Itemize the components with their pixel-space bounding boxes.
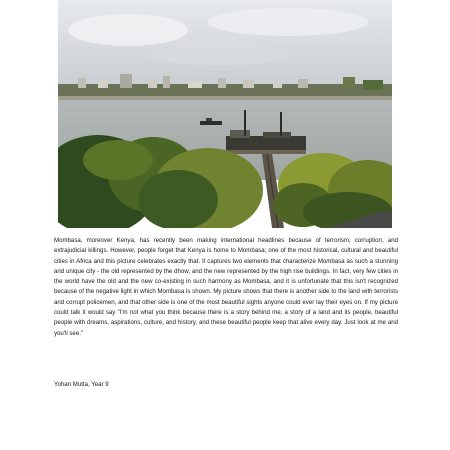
essay-paragraph: Mombasa, moreover Kenya, has recently been making international headlines because of terrorism, corruption, and extrajudicial killings. However, people forget that Kenya is home to Mombasa; one of the most historical, cultural and beautiful cities in Africa and this picture celebrates exactly that. It captures two elements that characterize Mombasa as such a stunning and unique city - the old represented by the dhow, and the new represented by the high rise buildings. In fact, very few cities in the world have the old and the new co-existing in such harmony as Mombasa, and it is unfortunate that this isn't recognized because of the negative light in which Mombasa is shown. My picture shows that there is another side to the land with terrorists and corrupt policemen, and that other side is one of the most beautiful sights anyone could ever lay their eyes on. If my picture could talk it would say "I'm not what you think because there is a story behind me, a story of a land and its people, beautiful people with dreams, aspirations, culture, and history, and these beautiful people keep that alive every day. Just look at me and you'll see.": [54, 237, 398, 337]
harbour-photo: [58, 0, 392, 228]
author-credit: Yohan Mutta, Year 9: [54, 381, 109, 388]
